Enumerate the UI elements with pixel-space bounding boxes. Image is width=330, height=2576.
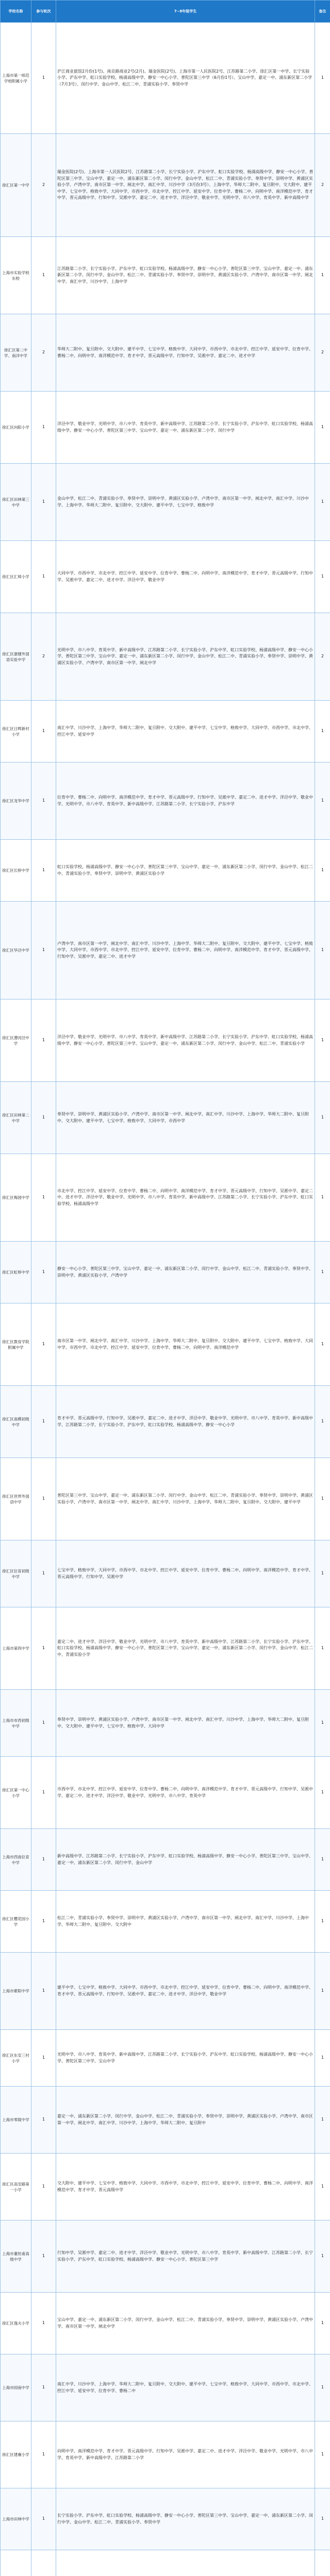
table-row (1, 237, 330, 314)
table-row (1, 613, 330, 701)
mark-cell: 1 (315, 2087, 330, 2154)
count-cell: 1 (31, 1690, 56, 1757)
mark-cell: 1 (315, 1757, 330, 1829)
mark-cell: 1 (315, 999, 330, 1082)
mark-cell: 1 (315, 2293, 330, 2354)
table-row (1, 1607, 330, 1690)
mark-cell: 1 (315, 1891, 330, 1953)
table-row (1, 1386, 330, 1458)
mark-cell: 1 (315, 1082, 330, 1154)
table-row (1, 2354, 330, 2421)
rounds-cell: 洋泾中学、敬业中学、光明中学、市八中学、育英中学、新中高级中学、江苏路第二小学、长宁实验小学、沪东中学、虹口实验学校、杨浦高级中学、静安一中心小学、普陀区第三中学、宝山中学、嘉定一中、浦东新区第二小学、闵行中学 (56, 392, 315, 464)
rounds-cell: 新中高级中学、江苏路第二小学、长宁实验小学、沪东中学、虹口实验学校、杨浦高级中学、静安一中心小学、普陀区第三中学、宝山中学、嘉定一中、浦东新区第二小学、闵行中学、金山中学 (56, 1829, 315, 1891)
mark-cell: 1 (315, 2030, 330, 2087)
school-name-cell: 徐汇区田林第二中学 (1, 1082, 31, 1154)
table-row (1, 1458, 330, 1540)
mark-cell: 1 (315, 2154, 330, 2221)
rounds-cell: 金山中学、松江二中、青浦实验小学、奉贤中学、崇明中学、黄浦区实验小学、卢湾中学、南市区第一中学、闸北中学、南汇中学、川沙中学、上海中学、华师大二附中、复旦附中、交大附中、建平中学、七宝中学、格致中学 (56, 464, 315, 541)
table-row (1, 2550, 330, 2576)
mark-cell (315, 2550, 330, 2576)
mark-cell: 1 (315, 701, 330, 762)
school-name-cell: 上海市实验学校东校 (1, 237, 31, 314)
rounds-cell: 江苏路第二小学、长宁实验小学、沪东中学、虹口实验学校、杨浦高级中学、静安一中心小学、普陀区第三中学、宝山中学、嘉定一中、浦东新区第二小学、闵行中学、金山中学、松江二中、青浦实验小学、奉贤中学、崇明中学、黄浦区实验小学、卢湾中学、南市区第一中学、闸北中学、南汇中学、川沙中学、上海中学 (56, 237, 315, 314)
header-count: 参与轮次 (31, 1, 56, 23)
mark-cell: 1 (315, 2488, 330, 2550)
school-name-cell: 徐汇区田林第三中学 (1, 464, 31, 541)
school-name-cell: 徐汇区南模初级中学 (1, 1386, 31, 1458)
rounds-cell: 瑞金医院(2号)、上海市第一人民医院2号、江苏路第二小学、长宁实验小学、沪东中学、虹口实验学校、杨浦高级中学、静安一中心小学、普陀区第三中学、宝山中学、嘉定一中、浦东新区第二小学、闵行中学、金山中学、松江二中、青浦实验小学、奉贤中学、崇明中学、黄浦区实验小学、卢湾中学、南市区第一中学、闸北中学、南汇中学、川沙中学（3月份3号）、上海中学、华师大二附中、复旦附中、交大附中、建平中学、七宝中学、格致中学、大同中学、市西中学、市北中学、控江中学、延安中学、位育中学、曹杨二中、向明中学、南洋模范中学、育才中学、晋元高级中学、行知中学、吴淞中学、嘉定二中、进才中学、洋泾中学、敬业中学、光明中学、市八中学、育英中学、新中高级中学 (56, 134, 315, 237)
table-row (1, 1242, 330, 1303)
mark-cell: 1 (315, 762, 330, 840)
rounds-cell: 市西中学、市北中学、控江中学、延安中学、位育中学、曹杨二中、向明中学、南洋模范中学、育才中学、晋元高级中学、行知中学、吴淞中学、嘉定二中、进才中学、洋泾中学、敬业中学、光明中学、市八中学、育英中学 (56, 1757, 315, 1829)
mark-cell: 1 (315, 2354, 330, 2421)
count-cell: 1 (31, 237, 56, 314)
rounds-cell: 沪江商业旅馆2月份(1号)、南京路商业2号(2月)、瑞金医院(2号)、上海市第一人民医院2号、江苏路第二小学、徐汇区第一中学、长宁实验小学、沪东中学、虹口实验学校、杨浦高级中学、静安一中心小学、普陀区第三中学（6月份1号）、宝山中学、嘉定一中、浦东新区第二小学（7月3号）、闵行中学、金山中学、松江二中、青浦实验小学、奉贤中学 (56, 23, 315, 134)
table-row (1, 1154, 330, 1242)
rounds-cell: 洋泾中学、敬业中学、光明中学、市八中学、育英中学、新中高级中学、江苏路第二小学、长宁实验小学、沪东中学、虹口实验学校、杨浦高级中学、静安一中心小学、普陀区第三中学、宝山中学、嘉定一中、浦东新区第二小学、闵行中学、金山中学、松江二中、青浦实验小学 (56, 999, 315, 1082)
rounds-cell: 大同中学、市西中学、市北中学、控江中学、延安中学、位育中学、曹杨二中、向明中学、南洋模范中学、育才中学、晋元高级中学、行知中学、吴淞中学、嘉定二中、进才中学、洋泾中学、敬业中学 (56, 541, 315, 613)
count-cell: 1 (31, 1829, 56, 1891)
mark-cell: 1 (315, 1242, 330, 1303)
rounds-cell (56, 2550, 315, 2576)
rounds-cell: 奉贤中学、崇明中学、黄浦区实验小学、卢湾中学、南市区第一中学、闸北中学、南汇中学、川沙中学、上海中学、华师大二附中、复旦附中、交大附中、建平中学、七宝中学、格致中学、大同中学 (56, 1690, 315, 1757)
count-cell: 1 (31, 1757, 56, 1829)
table-row (1, 134, 330, 237)
count-cell: 1 (31, 2421, 56, 2488)
rounds-cell: 华师大二附中、复旦附中、交大附中、建平中学、七宝中学、格致中学、大同中学、市西中学、市北中学、控江中学、延安中学、位育中学、曹杨二中、向明中学、南洋模范中学、育才中学、晋元高级中学、行知中学、吴淞中学、嘉定二中、进才中学 (56, 314, 315, 392)
school-name-cell: 徐汇区世界外国语中学 (1, 1458, 31, 1540)
rounds-cell: 长宁实验小学、沪东中学、虹口实验学校、杨浦高级中学、静安一中心小学、普陀区第三中学、宝山中学、嘉定一中、浦东新区第二小学、闵行中学、金山中学、松江二中、青浦实验小学、奉贤中学 (56, 2488, 315, 2550)
header-mark: 备注 (315, 1, 330, 23)
count-cell: 1 (31, 902, 56, 999)
count-cell: 1 (31, 840, 56, 902)
rounds-cell: 南汇中学、川沙中学、上海中学、华师大二附中、复旦附中、交大附中、建平中学、七宝中学、格致中学、大同中学、市西中学、市北中学、控江中学、延安中学、位育中学、曹杨二中 (56, 2354, 315, 2421)
count-cell: 1 (31, 1386, 56, 1458)
rounds-cell: 光明中学、市八中学、育英中学、新中高级中学、江苏路第二小学、长宁实验小学、沪东中学、虹口实验学校、杨浦高级中学、静安一中心小学、普陀区第三中学、宝山中学、嘉定一中、浦东新区第二小学、闵行中学、金山中学、松江二中、青浦实验小学、奉贤中学、崇明中学、黄浦区实验小学、卢湾中学、南市区第一中学、闸北中学 (56, 613, 315, 701)
count-cell: 1 (31, 2087, 56, 2154)
rounds-cell: 嘉定二中、进才中学、洋泾中学、敬业中学、光明中学、市八中学、育英中学、新中高级中学、江苏路第二小学、长宁实验小学、沪东中学、虹口实验学校、杨浦高级中学、静安一中心小学、普陀区第三中学、宝山中学、嘉定一中、浦东新区第二小学、闵行中学、金山中学、松江二中、青浦实验小学 (56, 1607, 315, 1690)
header-school: 学校名称 (1, 1, 31, 23)
rounds-cell: 南市区第一中学、闸北中学、南汇中学、川沙中学、上海中学、华师大二附中、复旦附中、交大附中、建平中学、七宝中学、格致中学、大同中学、市西中学、市北中学、控江中学、延安中学、位育中学、曹杨二中、向明中学、南洋模范中学 (56, 1303, 315, 1386)
table-row (1, 2087, 330, 2154)
rounds-cell: 奉贤中学、崇明中学、黄浦区实验小学、卢湾中学、南市区第一中学、闸北中学、南汇中学、川沙中学、上海中学、华师大二附中、复旦附中、交大附中、建平中学、七宝中学、格致中学、大同中学、市西中学 (56, 1082, 315, 1154)
table-row (1, 392, 330, 464)
rounds-cell: 育才中学、晋元高级中学、行知中学、吴淞中学、嘉定二中、进才中学、洋泾中学、敬业中学、光明中学、市八中学、育英中学、新中高级中学、江苏路第二小学、长宁实验小学、沪东中学、虹口实验学校、杨浦高级中学、静安一中心小学 (56, 1386, 315, 1458)
rounds-cell: 普陀区第三中学、宝山中学、嘉定一中、浦东新区第二小学、闵行中学、金山中学、松江二中、青浦实验小学、奉贤中学、崇明中学、黄浦区实验小学、卢湾中学、南市区第一中学、闸北中学、南汇中学、川沙中学、上海中学、华师大二附中、复旦附中、交大附中、建平中学 (56, 1458, 315, 1540)
count-cell: 1 (31, 1458, 56, 1540)
count-cell: 1 (31, 464, 56, 541)
school-name-cell: 徐汇区龙华中学 (1, 762, 31, 840)
header-rounds: 7~8年级学生 (56, 1, 315, 23)
table-row (1, 1540, 330, 1607)
count-cell: 1 (31, 1154, 56, 1242)
table-row (1, 1690, 330, 1757)
table-row (1, 1082, 330, 1154)
mark-cell: 1 (315, 2421, 330, 2488)
count-cell: 1 (31, 1082, 56, 1154)
count-cell: 1 (31, 2030, 56, 2087)
count-cell: 1 (31, 2488, 56, 2550)
table-row (1, 314, 330, 392)
table-row (1, 1303, 330, 1386)
school-name-cell: 上海市园南中学 (1, 2354, 31, 2421)
mark-cell: 2 (315, 613, 330, 701)
table-row (1, 541, 330, 613)
rounds-cell: 交大附中、建平中学、七宝中学、格致中学、大同中学、市西中学、市北中学、控江中学、延安中学、位育中学、曹杨二中、向明中学、南洋模范中学、育才中学、晋元高级中学 (56, 2154, 315, 2221)
table-body (1, 23, 330, 2576)
count-cell: 2 (31, 314, 56, 392)
count-cell: 1 (31, 1242, 56, 1303)
count-cell: 1 (31, 999, 56, 1082)
school-name-cell: 上海市第一师范学校附属小学 (1, 23, 31, 134)
count-cell: 1 (31, 1891, 56, 1953)
school-name-cell: 徐汇区第一中学 (1, 134, 31, 237)
school-name-cell: 上海市田林中学 (1, 2488, 31, 2550)
rounds-cell: 七宝中学、格致中学、大同中学、市西中学、市北中学、控江中学、延安中学、位育中学、曹杨二中、向明中学、南洋模范中学、育才中学、晋元高级中学、行知中学、吴淞中学 (56, 1540, 315, 1607)
mark-cell: 1 (315, 902, 330, 999)
count-cell: 1 (31, 1540, 56, 1607)
mark-cell: 1 (315, 1303, 330, 1386)
table-row (1, 902, 330, 999)
mark-cell: 1 (315, 237, 330, 314)
rounds-cell: 光明中学、市八中学、育英中学、新中高级中学、江苏路第二小学、长宁实验小学、沪东中学、虹口实验学校、杨浦高级中学、静安一中心小学、普陀区第三中学、宝山中学 (56, 2030, 315, 2087)
header-row (1, 1, 330, 23)
count-cell: 1 (31, 541, 56, 613)
school-name-cell: 徐汇区汇师小学 (1, 541, 31, 613)
count-cell: 1 (31, 762, 56, 840)
school-name-cell: 徐汇区华泾中学 (1, 902, 31, 999)
count-cell: 1 (31, 1303, 56, 1386)
mark-cell: 1 (315, 1607, 330, 1690)
school-name-cell: 徐汇区梅园中学 (1, 1154, 31, 1242)
count-cell: 1 (31, 1953, 56, 2030)
count-cell: 1 (31, 1607, 56, 1690)
school-name-cell: 徐汇区向阳小学 (1, 392, 31, 464)
table-row (1, 1757, 330, 1829)
table-row (1, 1953, 330, 2030)
mark-cell: 2 (315, 134, 330, 237)
rounds-cell: 卢湾中学、南市区第一中学、闸北中学、南汇中学、川沙中学、上海中学、华师大二附中、复旦附中、交大附中、建平中学、七宝中学、格致中学、大同中学、市西中学、市北中学、控江中学、延安中学、位育中学、曹杨二中、向明中学、南洋模范中学、育才中学、晋元高级中学、行知中学、吴淞中学、嘉定二中、进才中学 (56, 902, 315, 999)
school-name-cell: 徐汇区第一中心小学 (1, 1757, 31, 1829)
count-cell: 1 (31, 2154, 56, 2221)
mark-cell: 1 (315, 840, 330, 902)
count-cell: 1 (31, 392, 56, 464)
rounds-cell: 松江二中、青浦实验小学、奉贤中学、崇明中学、黄浦区实验小学、卢湾中学、南市区第一中学、闸北中学、南汇中学、川沙中学、上海中学、华师大二附中、复旦附中、交大附中 (56, 1891, 315, 1953)
rounds-cell: 向明中学、南洋模范中学、育才中学、晋元高级中学、行知中学、吴淞中学、嘉定二中、进才中学、洋泾中学、敬业中学、光明中学、市八中学、育英中学、新中高级中学、江苏路第二小学 (56, 2421, 315, 2488)
count-cell: 2 (31, 134, 56, 237)
rounds-cell: 南汇中学、川沙中学、上海中学、华师大二附中、复旦附中、交大附中、建平中学、七宝中学、格致中学、大同中学、市西中学、市北中学、控江中学、延安中学 (56, 701, 315, 762)
school-name-cell: 徐汇区高安路第一小学 (1, 2154, 31, 2221)
mark-cell: 1 (315, 541, 330, 613)
table-row (1, 2154, 330, 2221)
mark-cell: 1 (315, 464, 330, 541)
table-row (1, 23, 330, 134)
rounds-cell: 嘉定一中、浦东新区第二小学、闵行中学、金山中学、松江二中、青浦实验小学、奉贤中学、崇明中学、黄浦区实验小学、卢湾中学、南市区第一中学、闸北中学、南汇中学、川沙中学、上海中学、华师大二附中、复旦附中 (56, 2087, 315, 2154)
mark-cell: 1 (315, 2221, 330, 2293)
table-row (1, 2030, 330, 2087)
mark-cell: 1 (315, 1953, 330, 2030)
rounds-cell: 行知中学、吴淞中学、嘉定二中、进才中学、洋泾中学、敬业中学、光明中学、市八中学、育英中学、新中高级中学、江苏路第二小学、长宁实验小学、沪东中学、虹口实验学校、杨浦高级中学、静安一中心小学、普陀区第三中学 (56, 2221, 315, 2293)
school-name-cell: 上海市紫阳中学 (1, 1953, 31, 2030)
school-name-cell: 徐汇区逸夫小学 (1, 2293, 31, 2354)
mark-cell: 1 (315, 1690, 330, 1757)
count-cell (31, 2550, 56, 2576)
rounds-cell: 宝山中学、嘉定一中、浦东新区第二小学、闵行中学、金山中学、松江二中、青浦实验小学、奉贤中学、崇明中学、黄浦区实验小学、卢湾中学、南市区第一中学、闸北中学 (56, 2293, 315, 2354)
count-cell: 1 (31, 2293, 56, 2354)
school-name-cell: 上海市第四中学 (1, 1607, 31, 1690)
school-name-cell: 徐汇区漕河泾中学 (1, 999, 31, 1082)
mark-cell: 1 (315, 1540, 330, 1607)
table-row (1, 1829, 330, 1891)
rounds-cell: 市北中学、控江中学、延安中学、位育中学、曹杨二中、向明中学、南洋模范中学、育才中学、晋元高级中学、行知中学、吴淞中学、嘉定二中、进才中学、洋泾中学、敬业中学、光明中学、市八中学、育英中学、新中高级中学、江苏路第二小学、长宁实验小学、沪东中学、虹口实验学校、杨浦高级中学 (56, 1154, 315, 1242)
count-cell: 1 (31, 2221, 56, 2293)
school-name-cell: 上海市董恒甫高级中学 (1, 2221, 31, 2293)
rounds-cell: 位育中学、曹杨二中、向明中学、南洋模范中学、育才中学、晋元高级中学、行知中学、吴淞中学、嘉定二中、进才中学、洋泾中学、敬业中学、光明中学、市八中学、育英中学、新中高级中学、江苏路第二小学、长宁实验小学、沪东中学 (56, 762, 315, 840)
table-row (1, 762, 330, 840)
school-name-cell: 徐汇区康健外国语实验中学 (1, 613, 31, 701)
count-cell: 1 (31, 701, 56, 762)
table-row (1, 2221, 330, 2293)
mark-cell: 1 (315, 1458, 330, 1540)
table-row (1, 701, 330, 762)
mark-cell: 1 (315, 23, 330, 134)
school-name-cell: 徐汇区东安三村小学 (1, 2030, 31, 2087)
mark-cell: 1 (315, 1154, 330, 1242)
school-name-cell: 徐汇区位育初级中学 (1, 1540, 31, 1607)
table-row (1, 2488, 330, 2550)
rounds-cell: 建平中学、七宝中学、格致中学、大同中学、市西中学、市北中学、控江中学、延安中学、位育中学、曹杨二中、向明中学、南洋模范中学、育才中学、晋元高级中学、行知中学、吴淞中学、嘉定二中、进才中学、洋泾中学、敬业中学 (56, 1953, 315, 2030)
mark-cell: 1 (315, 392, 330, 464)
school-name-cell: 徐汇区建襄小学 (1, 2421, 31, 2488)
count-cell: 1 (31, 2354, 56, 2421)
school-name-cell: 徐汇区日晖新村小学 (1, 701, 31, 762)
school-name-cell (1, 2550, 31, 2576)
school-name-cell: 上海市市西初级中学 (1, 1690, 31, 1757)
table-row (1, 999, 330, 1082)
school-name-cell: 徐汇区虹桥中学 (1, 1242, 31, 1303)
count-cell: 1 (31, 23, 56, 134)
table-row (1, 840, 330, 902)
school-name-cell: 徐汇区教育学院附属中学 (1, 1303, 31, 1386)
school-name-cell: 徐汇区长桥中学 (1, 840, 31, 902)
school-name-cell: 上海市西南位育中学 (1, 1829, 31, 1891)
school-name-cell: 上海市零陵中学 (1, 2087, 31, 2154)
school-name-cell: 徐汇区樱花园小学 (1, 1891, 31, 1953)
mark-cell: 2 (315, 314, 330, 392)
count-cell: 2 (31, 613, 56, 701)
mark-cell: 1 (315, 1386, 330, 1458)
rounds-cell: 虹口实验学校、杨浦高级中学、静安一中心小学、普陀区第三中学、宝山中学、嘉定一中、浦东新区第二小学、闵行中学、金山中学、松江二中、青浦实验小学、奉贤中学、崇明中学、黄浦区实验小学 (56, 840, 315, 902)
table-row (1, 2293, 330, 2354)
rounds-cell: 静安一中心小学、普陀区第三中学、宝山中学、嘉定一中、浦东新区第二小学、闵行中学、金山中学、松江二中、青浦实验小学、奉贤中学、崇明中学、黄浦区实验小学、卢湾中学 (56, 1242, 315, 1303)
table-row (1, 2421, 330, 2488)
table-row (1, 464, 330, 541)
school-name-cell: 徐汇区第二中学、南洋中学 (1, 314, 31, 392)
mark-cell: 1 (315, 1829, 330, 1891)
table-row (1, 1891, 330, 1953)
